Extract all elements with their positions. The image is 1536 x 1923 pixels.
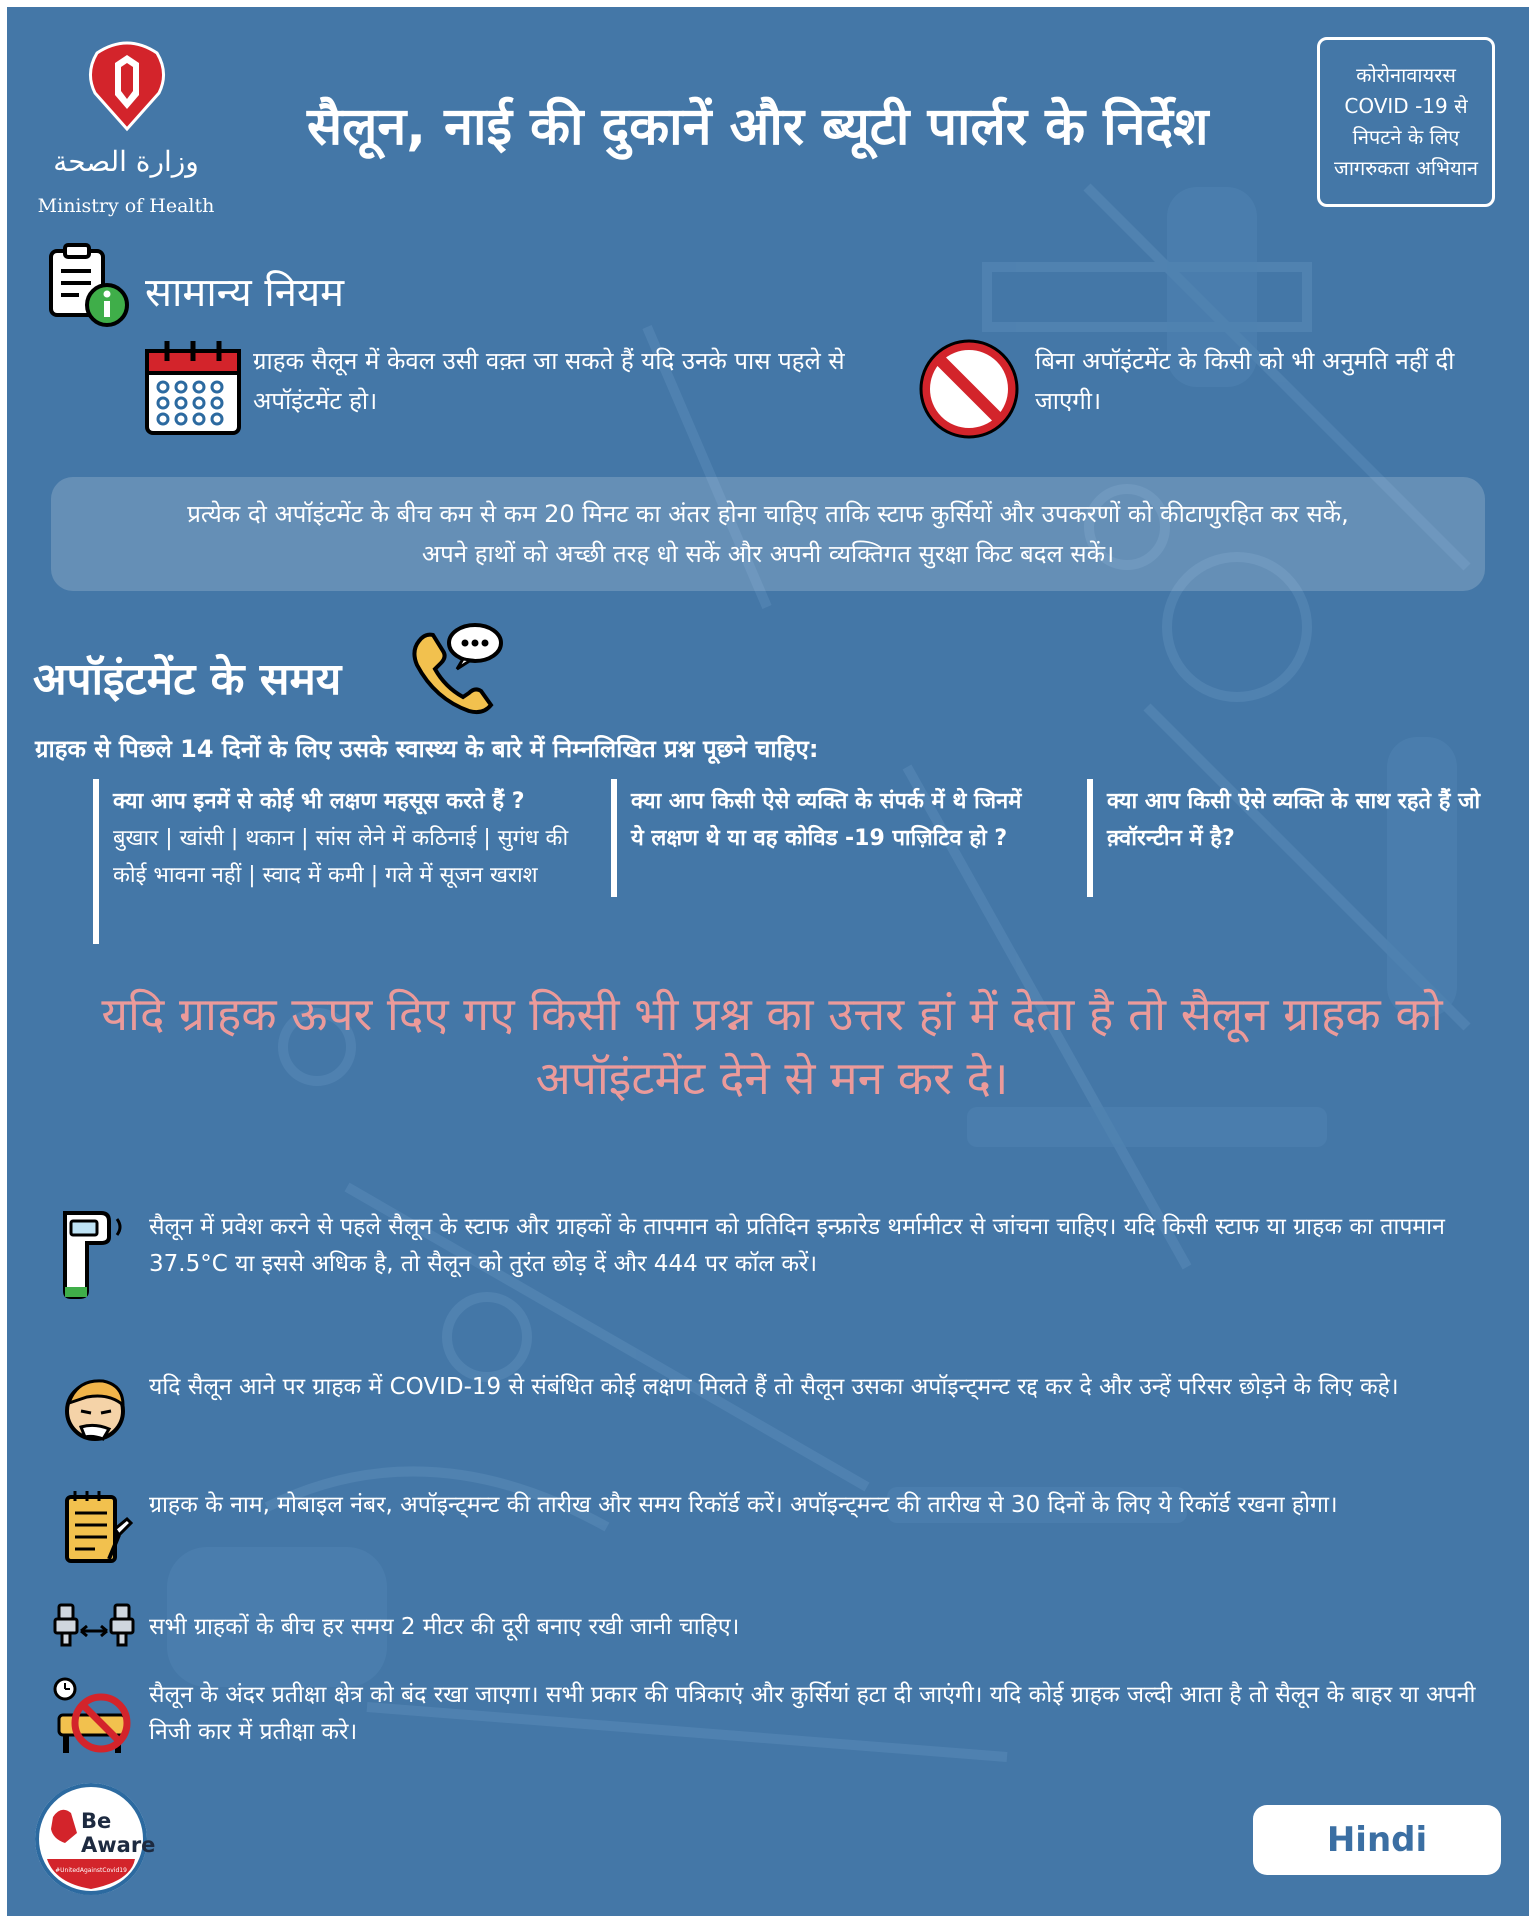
calendar-icon xyxy=(143,337,243,437)
bullet-temperature-check: सैलून में प्रवेश करने से पहले सैलून के स्टाफ और ग्राहकों के तापमान को प्रतिदिन इन्फ्रारेड थर्मामीटर से जांचना चाहिए। यदि किसी स्टाफ या ग्राहक का तापमान 37.5°C या इससे अधिक है, तो सैलून को तुरंत छोड़ दें और 444 पर कॉल करें। xyxy=(149,1214,1445,1277)
be-aware-hashtag: #UnitedAgainstCovid19 xyxy=(55,1867,127,1874)
bullet-symptoms-cancel: यदि सैलून आने पर ग्राहक में COVID-19 से संबंधित कोई लक्षण मिलते हैं तो सैलून उसका अपॉइन्ट्मन्ट रद्द कर दे और उन्हें परिसर छोड़ने के लिए कहे। xyxy=(149,1374,1399,1400)
be-aware-badge xyxy=(35,1783,156,1895)
question-title: क्या आप किसी ऐसे व्यक्ति के संपर्क में थे जिनमें ये लक्षण थे या वह कोविड -19 पाज़िटिव हो ? xyxy=(631,789,1022,851)
question-quarantine xyxy=(1087,779,1497,897)
question-symptoms xyxy=(93,779,573,944)
interval-note: प्रत्येक दो अपॉइंटमेंट के बीच कम से कम 20 मिनट का अंतर होना चाहिए ताकि स्टाफ कुर्सियों और उपकरणों को कीटाणुरहित कर सकें, अपने हाथों को अच्छी तरह धो सकें और अपनी व्यक्तिगत सुरक्षा किट बदल सकें। xyxy=(51,477,1485,591)
bullet-waiting-area-closed: सैलून के अंदर प्रतीक्षा क्षेत्र को बंद रखा जाएगा। सभी प्रकार की पत्रिकाएं और कुर्सियां हटा दी जाएंगी। यदि कोई ग्राहक जल्दी आता है तो सैलून के बाहर या अपनी निजी कार में प्रतीक्षा करे। xyxy=(149,1682,1476,1745)
appointment-intro: ग्राहक से पिछले 14 दिनों के लिए उसके स्वास्थ्य के बारे में निम्नलिखित प्रश्न पूछने चाहिए: xyxy=(35,735,819,763)
rule-no-entry-without-appointment: बिना अपॉइंटमेंट के किसी को भी अनुमति नहीं दी जाएगी। xyxy=(1035,347,1455,415)
refusal-warning: यदि ग्राहक ऊपर दिए गए किसी भी प्रश्न का उत्तर हां में देता है तो सैलून ग्राहक को अपॉइंटमेंट देने से मन कर दे। xyxy=(101,987,1443,1105)
language-badge: Hindi xyxy=(1253,1805,1501,1875)
sick-person-icon xyxy=(57,1373,133,1449)
phone-chat-icon xyxy=(407,621,507,717)
distance-chairs-icon xyxy=(51,1601,137,1649)
campaign-box: कोरोनावायरस COVID -19 से निपटने के लिए जागरुकता अभियान xyxy=(1317,37,1495,207)
bullet-two-meter-distance: सभी ग्राहकों के बीच हर समय 2 मीटर की दूरी बनाए रखी जानी चाहिए। xyxy=(149,1614,740,1640)
page-title: सैलून, नाई की दुकानें और ब्यूटी पार्लर के निर्देश xyxy=(307,97,1209,157)
thermometer-icon xyxy=(57,1207,133,1303)
no-waiting-icon xyxy=(51,1675,137,1761)
general-rules-heading: सामान्य नियम xyxy=(145,270,345,316)
poster xyxy=(7,7,1529,1916)
notepad-icon xyxy=(61,1489,133,1569)
ministry-english-name: Ministry of Health xyxy=(37,195,215,217)
question-title: क्या आप इनमें से कोई भी लक्षण महसूस करते हैं ? xyxy=(113,789,525,814)
prohibited-icon xyxy=(919,339,1019,439)
question-detail: बुखार | खांसी | थकान | सांस लेने में कठिनाई | सुगंध की कोई भावना नहीं | स्वाद में कमी | गले में सूजन खराश xyxy=(113,826,569,888)
appointment-heading: अपॉइंटमेंट के समय xyxy=(33,654,342,705)
question-contact xyxy=(611,779,1031,897)
rule-appointment-required: ग्राहक सैलून में केवल उसी वक़्त जा सकते हैं यदि उनके पास पहले से अपॉइंटमेंट हो। xyxy=(253,347,845,415)
question-title: क्या आप किसी ऐसे व्यक्ति के साथ रहते हैं जो क़्वॉरन्टीन में है? xyxy=(1107,789,1481,851)
be-aware-line2: Aware xyxy=(81,1833,156,1857)
be-aware-line1: Be xyxy=(81,1809,112,1833)
clipboard-info-icon xyxy=(45,241,135,331)
bullet-record-keeping: ग्राहक के नाम, मोबाइल नंबर, अपॉइन्ट्मन्ट की तारीख और समय रिकॉर्ड करें। अपॉइन्ट्मन्ट की तारीख से 30 दिनों के लिए ये रिकॉर्ड रखना होगा। xyxy=(149,1492,1338,1518)
ministry-arabic-name: وزارة الصحة xyxy=(53,145,199,178)
bahrain-emblem-icon xyxy=(77,33,177,133)
